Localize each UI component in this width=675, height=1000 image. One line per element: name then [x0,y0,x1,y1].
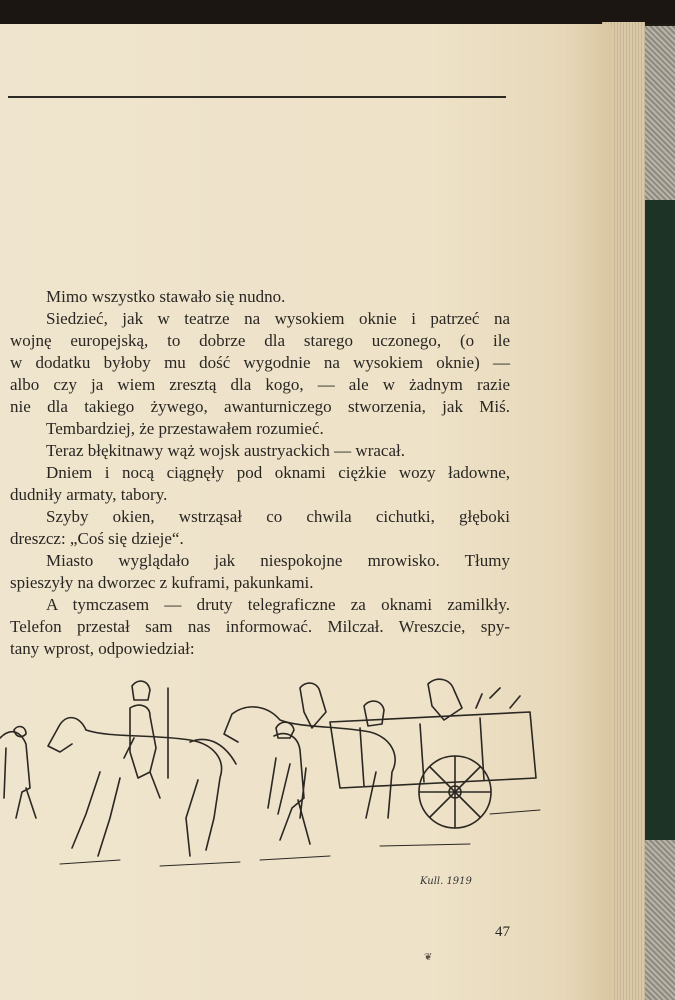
soldier-figure [0,732,36,818]
text-line: Dniem i nocą ciągnęły pod oknami ciężkie wozy ładowne, [46,463,510,482]
header-rule [8,96,506,98]
horse-figure [48,718,236,856]
text-line: tany wprost, odpowiedział: [10,639,195,658]
rider-head [132,681,150,700]
text-line: Miasto wyglądało jak niespokojne mrowisko. Tłumy [46,551,510,570]
wagon-body [330,712,536,788]
book-cover-green-edge [645,200,675,840]
background-top [0,0,675,24]
text-line: wojnę europejską, to dobrze dla starego uczonego, (o ile [10,331,510,350]
text-line: Teraz błękitnawy wąż wojsk austryackich — wracał. [46,441,405,460]
text-line: nie dla takiego żywego, awanturniczego stworzenia, jak Miś. [10,397,510,416]
text-line: dudniły armaty, tabory. [10,485,168,504]
text-line: Tembardziej, że przestawałem rozumieć. [46,419,324,438]
rider-figure [124,705,160,798]
text-line: albo czy ja wiem zresztą dla kogo, — ale w żadnym razie [10,375,510,394]
wagon-soldier-left [300,683,326,728]
printer-ornament-icon: ❦ [424,952,433,963]
wagon-load [476,688,520,708]
walking-soldier-head [276,722,294,738]
text-line: Telefon przestał sam nas informować. Milczał. Wreszcie, spy- [10,617,510,636]
text-line: Siedzieć, jak w teatrze na wysokiem oknie i patrzeć na [46,309,510,328]
convoy-illustration [0,668,560,878]
illustrator-signature: Kull. 1919 [420,876,472,887]
wagon-wheel-spokes [419,756,491,828]
text-line: A tymczasem — druty telegraficzne za oknami zamilkły. [46,595,510,614]
text-line: dreszcz: „Coś się dzieje“. [10,529,184,548]
page-number: 47 [495,924,510,940]
text-line: w dodatku byłoby mu dość wygodnie na wysokiem oknie) — [10,353,510,372]
text-line: Mimo wszystko stawało się nudno. [46,287,286,306]
text-line: spieszyły na dworzec z kuframi, pakunkami. [10,573,314,592]
body-text [10,286,510,660]
text-line: Szyby okien, wstrząsał co chwila cichutki, głęboki [46,507,510,526]
